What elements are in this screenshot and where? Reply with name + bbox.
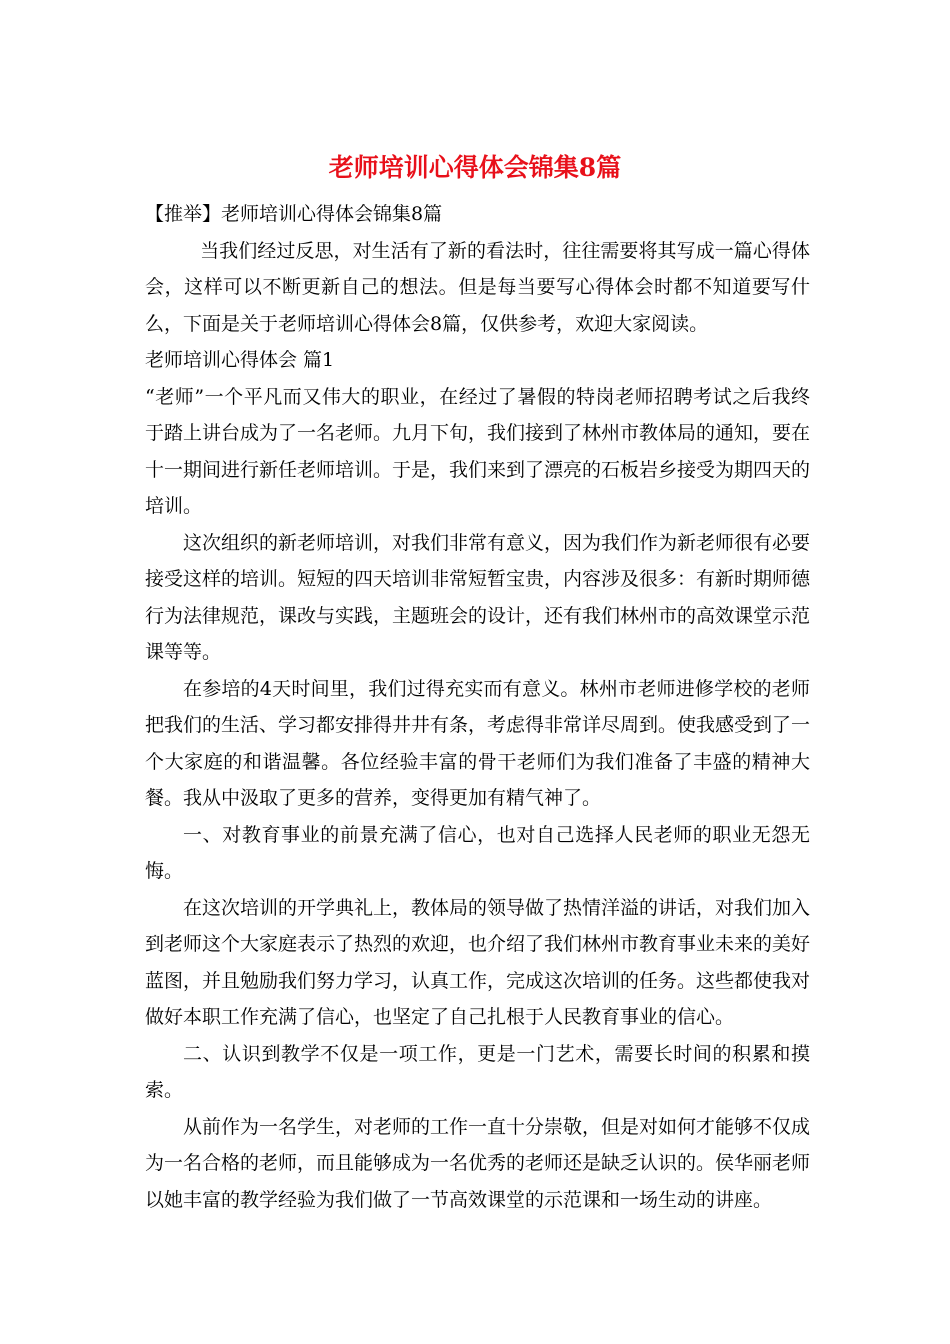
section-heading-1: 老师培训心得体会 篇1 xyxy=(145,349,335,371)
body-paragraph: 从前作为一名学生，对老师的工作一直十分崇敬，但是对如何才能够不仅成为一名合格的老师，而且能够成为一名优秀的老师还是缺乏认识的。侯华丽老师以她丰富的教学经验为我们做了一节高效课堂的示范课和一场生动的讲座。 xyxy=(145,1115,811,1211)
point-heading-1: 一、对教育事业的前景充满了信心，也对自己选择人民老师的职业无怨无悔。 xyxy=(145,823,810,882)
intro-paragraph: 当我们经过反思，对生活有了新的看法时，往往需要将其写成一篇心得体会，这样可以不断更新自己的想法。但是每当要写心得体会时都不知道要写什么，下面是关于老师培训心得体会8篇，仅供参考，欢迎大家阅读。 xyxy=(145,239,810,335)
body-paragraph: “老师”一个平凡而又伟大的职业，在经过了暑假的特岗老师招聘考试之后我终于踏上讲台成为了一名老师。九月下旬，我们接到了林州市教体局的通知，要在十一期间进行新任老师培训。于是，我们来到了漂亮的石板岩乡接受为期四天的培训。 xyxy=(145,385,811,517)
document-title: 老师培训心得体会锦集8篇 xyxy=(328,153,622,182)
body-paragraph: 在参培的4天时间里，我们过得充实而有意义。林州市老师进修学校的老师把我们的生活、学习都安排得井井有条，考虑得非常详尽周到。使我感受到了一个大家庭的和谐温馨。各位经验丰富的骨干老师们为我们准备了丰盛的精神大餐。我从中汲取了更多的营养，变得更加有精气神了。 xyxy=(145,677,811,809)
document-body xyxy=(145,196,810,1218)
point-heading-2: 二、认识到教学不仅是一项工作，更是一门艺术，需要长时间的积累和摸索。 xyxy=(145,1042,810,1101)
recommend-line: 【推举】老师培训心得体会锦集8篇 xyxy=(145,203,443,225)
body-paragraph: 在这次培训的开学典礼上，教体局的领导做了热情洋溢的讲话，对我们加入到老师这个大家庭表示了热烈的欢迎，也介绍了我们林州市教育事业未来的美好蓝图，并且勉励我们努力学习，认真工作，完成这次培训的任务。这些都使我对做好本职工作充满了信心，也坚定了自己扎根于人民教育事业的信心。 xyxy=(145,896,811,1028)
body-paragraph: 这次组织的新老师培训，对我们非常有意义，因为我们作为新老师很有必要接受这样的培训。短短的四天培训非常短暂宝贵，内容涉及很多：有新时期师德行为法律规范，课改与实践，主题班会的设计，还有我们林州市的高效课堂示范课等等。 xyxy=(145,531,811,663)
